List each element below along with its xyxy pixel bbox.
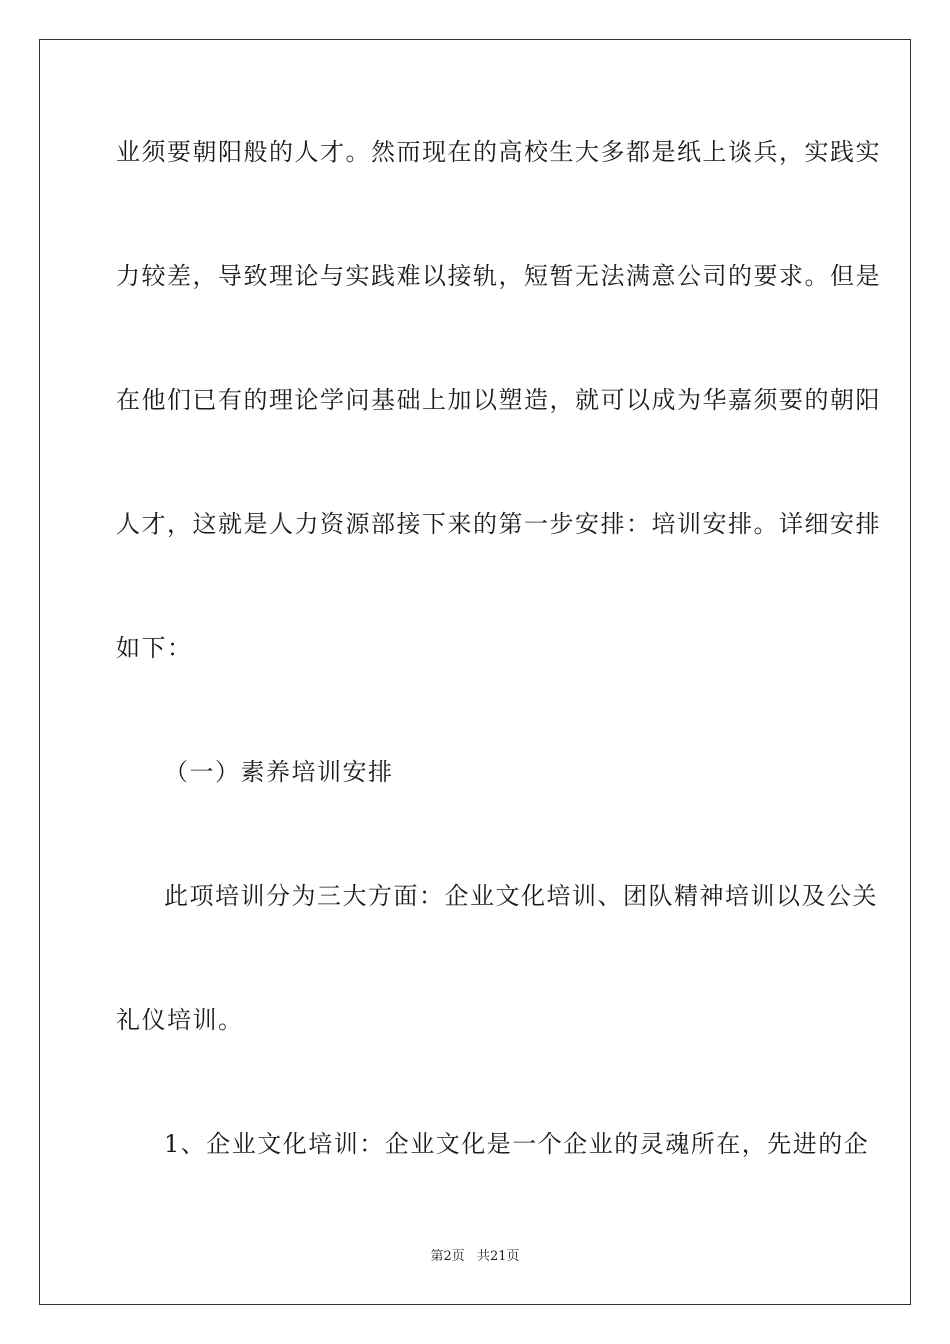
page-footer: [0, 1248, 950, 1266]
body-line-3: 在他们已有的理论学问基础上加以塑造，就可以成为华嘉须要的朝阳: [116, 386, 881, 414]
page-total: 共21页: [476, 1249, 520, 1264]
list-item-1: 1、企业文化培训：企业文化是一个企业的灵魂所在，先进的企: [164, 1130, 870, 1158]
body-line-1: 业须要朝阳般的人才。然而现在的高校生大多都是纸上谈兵，实践实: [116, 138, 881, 166]
page-number: 第2页: [430, 1249, 465, 1264]
paragraph-line-2: 礼仪培训。: [116, 1006, 244, 1034]
paragraph-line-1: 此项培训分为三大方面：企业文化培训、团队精神培训以及公关: [164, 882, 878, 910]
section-heading: （一）素养培训安排: [164, 758, 394, 786]
body-line-5: 如下：: [116, 634, 193, 662]
body-line-2: 力较差，导致理论与实践难以接轨，短暂无法满意公司的要求。但是: [116, 262, 881, 290]
page-border: [39, 39, 911, 1305]
body-line-4: 人才，这就是人力资源部接下来的第一步安排：培训安排。详细安排: [116, 510, 881, 538]
